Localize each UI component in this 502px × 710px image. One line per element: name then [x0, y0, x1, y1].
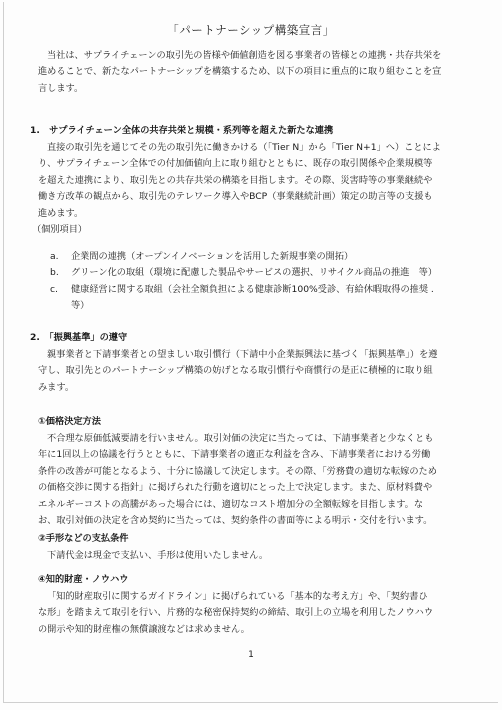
price-determination-body [38, 431, 437, 529]
section-2-line: 守し、取引先とのパートナーシップ構築の妨げとなる取引慣行や商慣行の是正に積極的に取り組 [38, 365, 433, 377]
section-2-heading: 2. 「振興基準」の遵守 [30, 332, 128, 343]
item-text: 健康経営に関する取組（会社全額負担による健康診断100%受診、有給休暇取得の推奨 . [71, 283, 434, 295]
section-2-body [38, 347, 437, 396]
item-text: 企業間の連携（オープンイノベーションを活用した新規事業の開拓） [71, 251, 354, 262]
price-determination-heading: ①価格決定方法 [38, 416, 101, 427]
ip-line: の開示や知的財産権の無償譲渡などは求めません。 [38, 623, 250, 635]
payment-terms-heading: ②手形などの支払条件 [38, 533, 129, 544]
ip-line: な形」を踏まえて取引を行い、片務的な秘密保持契約の締結、取引上の立場を利用したノウハウ [38, 607, 434, 619]
intro-line: 当社は、サプライチェーンの取引先の皆様や価値創造を図る事業者の皆様との連携・共存共栄を [47, 50, 442, 61]
section-1-line: 進めます。 [38, 207, 84, 219]
list-item [50, 249, 437, 265]
item-text: グリーン化の取組（環境に配慮した製品やサービスの選択、リサイクル商品の推進 等） [71, 267, 438, 279]
section-1-heading: 1. サプライチェーン全体の共存共栄と規模・系列等を超えた新たな連携 [30, 125, 334, 136]
section-1-line: り、サプライチェーン全体での付加価値向上に取り組むとともに、既存の取引関係や企業規模等 [38, 158, 433, 170]
intro-line: 言します。 [38, 82, 84, 94]
intro-paragraph [38, 48, 441, 97]
list-item [50, 265, 437, 281]
item-text: 等） [71, 300, 90, 312]
page-number: 1 [248, 650, 254, 660]
document-title: 「パートナーシップ構築宣言」 [167, 23, 335, 37]
scan-edge-left [3, 2, 4, 702]
price-line: 不合理な原価低減要請を行いません。取引対価の決定に当たっては、下請事業者と少なくとも [47, 433, 434, 444]
section-2-line: みます。 [38, 381, 75, 393]
price-line: お、取引対価の決定を含め契約に当たっては、契約条件の書面等による明示・交付を行います。 [38, 514, 433, 526]
individual-items-label: （個別項目） [32, 224, 88, 235]
section-1-line: 直接の取引先を通じてその先の取引先に働きかける（「Tier N」から「Tier N+1」へ）ことによ [47, 142, 441, 153]
item-marker: b. [50, 267, 59, 279]
section-2-line: 親事業者と下請事業者との望ましい取引慣行（下請中小企業振興法に基づく「振興基準」）を遵 [47, 349, 438, 360]
scan-edge-bottom [3, 702, 498, 703]
price-line: 年に1回以上の協議を行うとともに、下請事業者の適正な利益を含み、下請事業者における労働 [38, 449, 431, 461]
price-line: エネルギーコストの高騰があった場合には、適切なコスト増加分の全額転嫁を目指します。な [38, 498, 424, 510]
list-item [50, 298, 437, 314]
section-1-line: を超えた連携により、取引先との共存共栄の構築を目指します。その際、災害時等の事業継続や [38, 174, 433, 186]
payment-terms-body [38, 548, 268, 564]
ip-know-how-heading: ④知的財産・ノウハウ [38, 574, 129, 585]
price-line: 条件の改善が可能となるよう、十分に協議して決定します。その際、「労務費の適切な転嫁のため [38, 465, 437, 477]
intro-line: 進めることで、新たなパートナーシップを構築するため、以下の項目に重点的に取り組むことを宣 [38, 66, 442, 78]
price-line: の価格交渉に関する指針」に掲げられた行動を適切にとった上で決定します。また、原材料費や [38, 482, 433, 494]
section-1-line: 働き方改革の観点から、取引先のテレワーク導入やBCP（事業継続計画）策定の助言等の支援も [38, 191, 433, 203]
section-1-body [38, 140, 441, 222]
item-marker: a. [50, 251, 59, 262]
list-item [50, 282, 437, 298]
item-marker: c. [50, 283, 58, 295]
individual-items-list [50, 249, 437, 315]
ip-know-how-body [38, 589, 433, 638]
payment-line: 下請代金は現金で支払い、手形は使用いたしません。 [47, 550, 269, 561]
ip-line: 「知的財産取引に関するガイドライン」に掲げられている「基本的な考え方」や、「契約書ひ [47, 591, 428, 602]
